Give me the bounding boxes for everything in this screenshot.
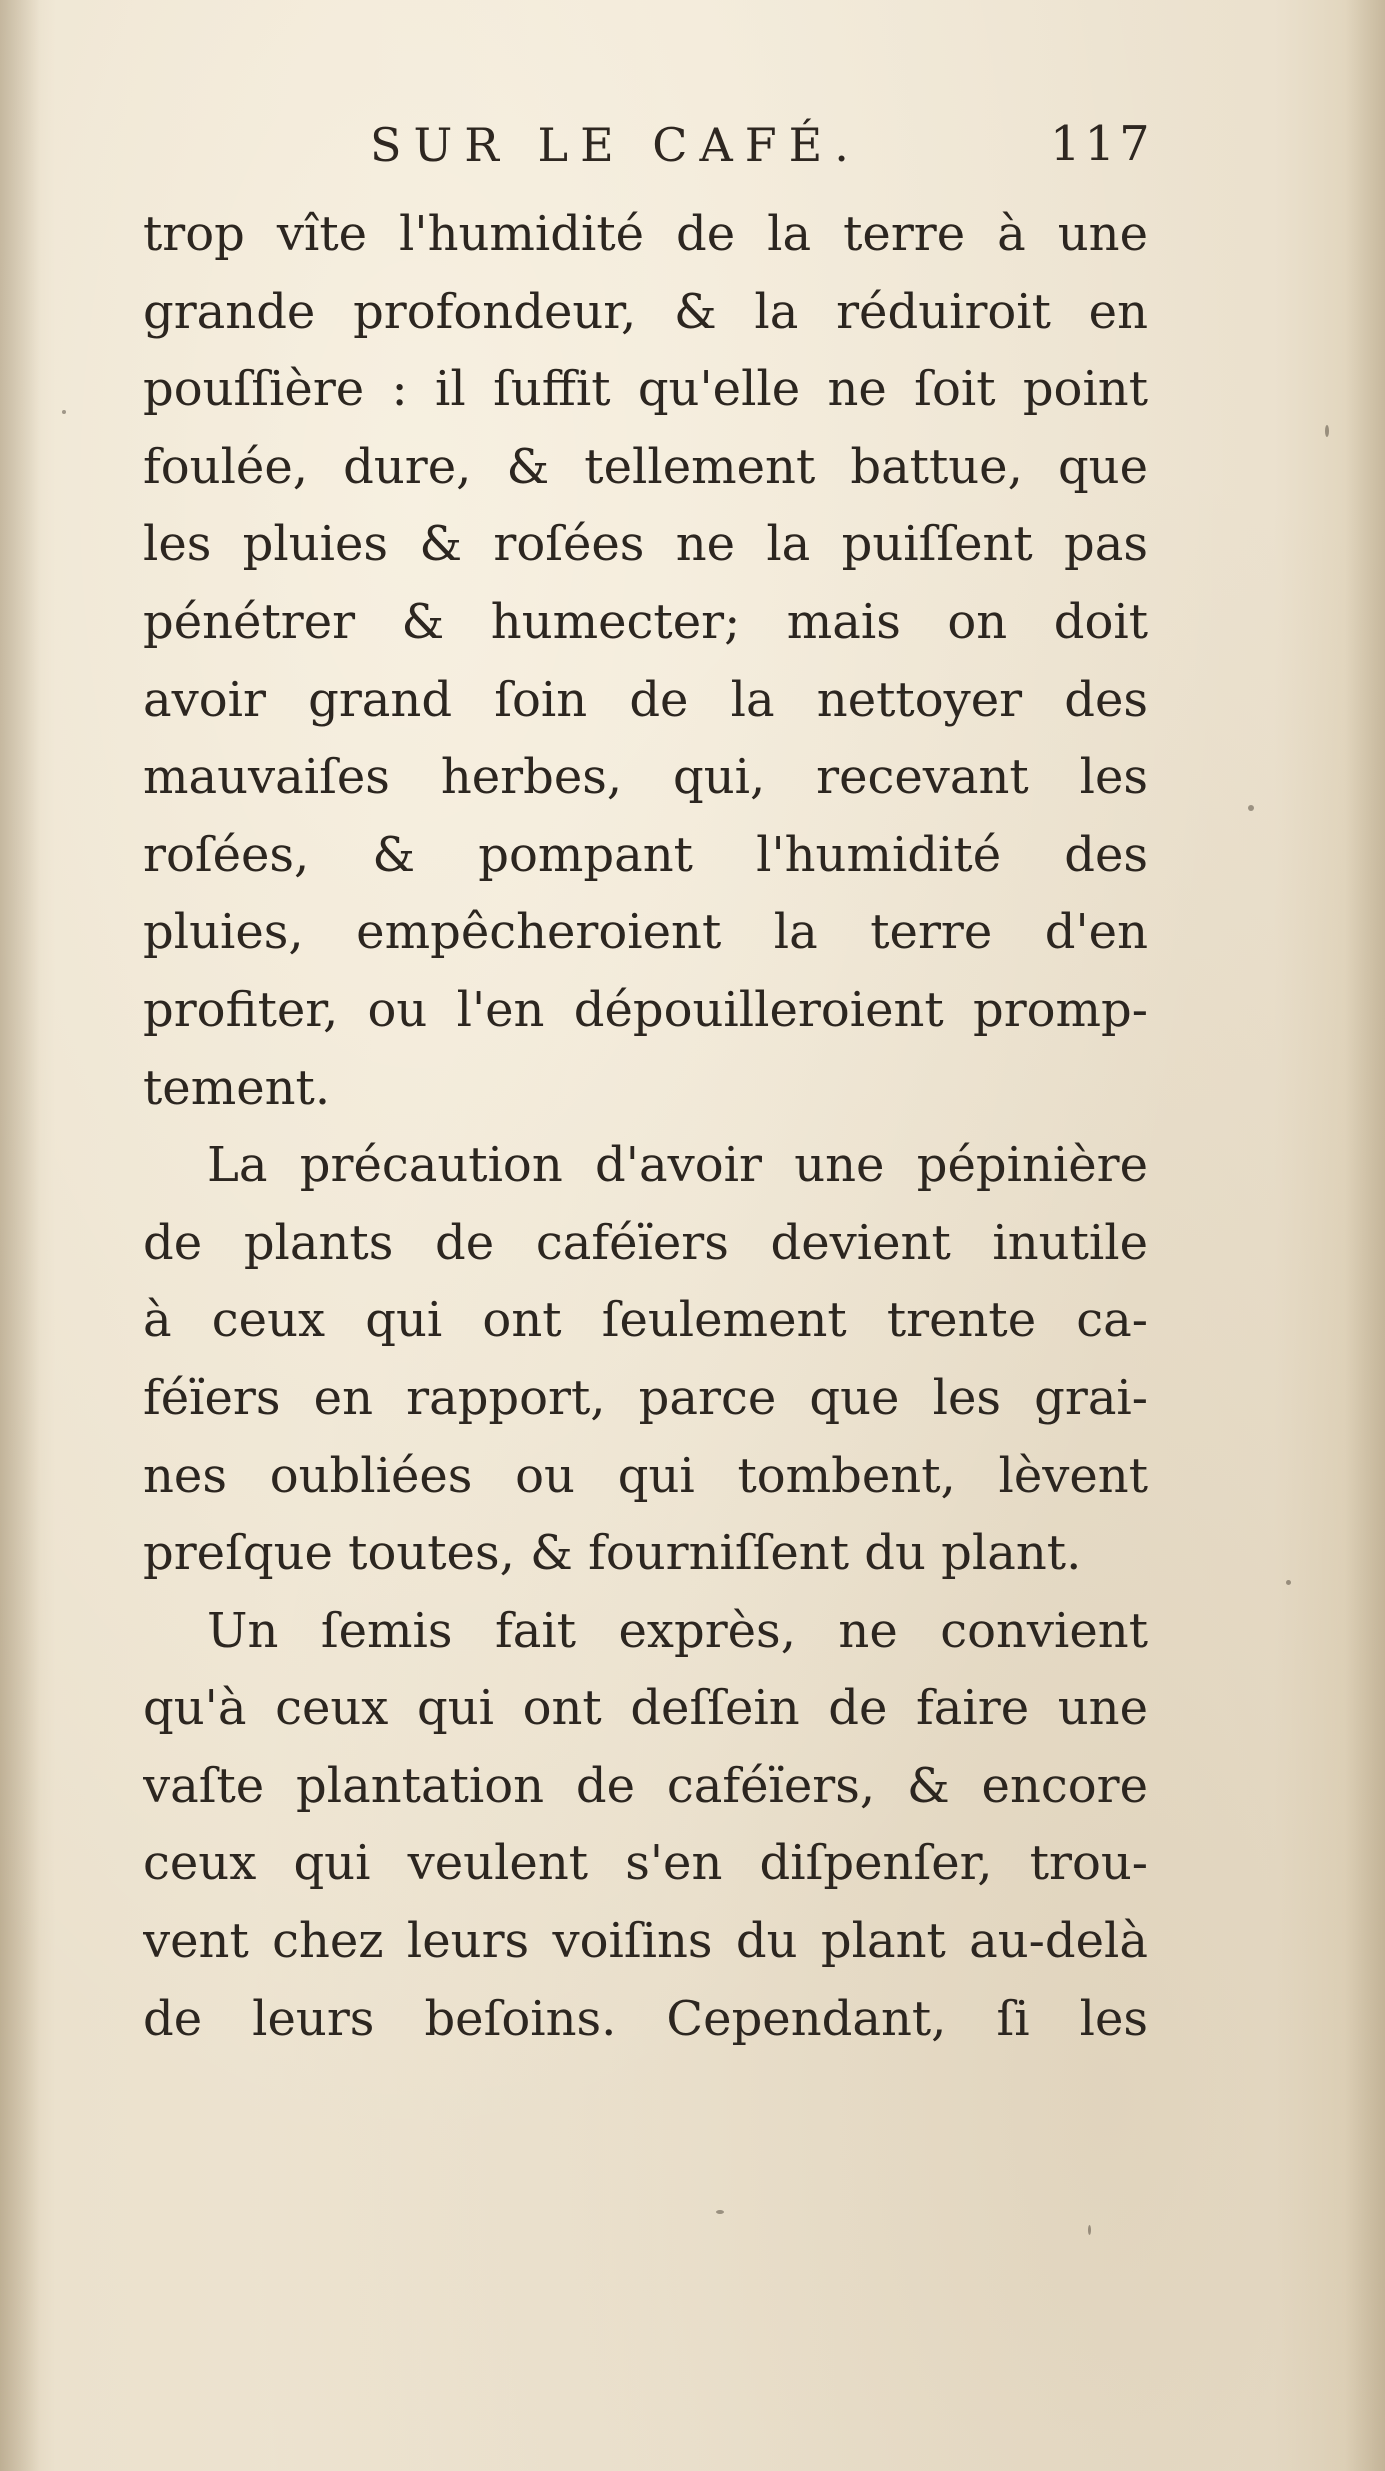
text-line: mauvaiſes herbes, qui, recevant les (143, 749, 1148, 806)
text-line: de leurs beſoins. Cependant, ſi les (143, 1990, 1148, 2047)
text-line: pluies, empêcheroient la terre d'en (143, 904, 1148, 961)
text-line: pouſſière : il ſuffit qu'elle ne ſoit point (143, 361, 1148, 418)
text-line: à ceux qui ont ſeulement trente ca- (143, 1292, 1148, 1349)
text-line: profiter, ou l'en dépouilleroient promp- (143, 981, 1148, 1038)
body-text (143, 196, 1148, 2058)
paper-speck (1248, 805, 1254, 811)
paper-speck (62, 410, 66, 414)
paper-speck (1325, 425, 1329, 437)
page-number: 117 (1050, 116, 1154, 172)
paper-speck (716, 2210, 724, 2214)
text-line: ceux qui veulent s'en diſpenſer, trou- (143, 1835, 1148, 1892)
text-line: nes oubliées ou qui tombent, lèvent (143, 1447, 1148, 1504)
text-line: grande profondeur, & la réduiroit en (143, 283, 1148, 340)
text-line: foulée, dure, & tellement battue, que (143, 438, 1148, 495)
text-line: vent chez leurs voiſins du plant au-delà (143, 1913, 1148, 1970)
text-line: preſque toutes, & fourniſſent du plant. (143, 1525, 1082, 1582)
page-right-edge (1345, 0, 1385, 2471)
text-line: avoir grand ſoin de la nettoyer des (143, 671, 1148, 728)
text-line: roſées, & pompant l'humidité des (143, 826, 1148, 883)
text-line: tement. (143, 1059, 331, 1116)
paper-speck (1088, 2225, 1091, 2235)
text-line: de plants de caféïers devient inutile (143, 1214, 1148, 1271)
text-line: les pluies & roſées ne la puiſſent pas (143, 516, 1148, 573)
page-left-edge (0, 0, 40, 2471)
text-line: trop vîte l'humidité de la terre à une (143, 206, 1148, 262)
running-head: SUR LE CAFÉ. (370, 118, 861, 172)
text-line: vaſte plantation de caféïers, & encore (143, 1757, 1148, 1814)
paper-speck (1286, 1580, 1291, 1585)
text-line: qu'à ceux qui ont deſſein de faire une (143, 1680, 1148, 1737)
text-line: féïers en rapport, parce que les grai- (143, 1369, 1148, 1426)
text-line: pénétrer & humecter; mais on doit (143, 593, 1148, 650)
paragraph-start-line: Un ſemis fait exprès, ne convient (207, 1602, 1148, 1659)
paragraph-start-line: La précaution d'avoir une pépinière (207, 1137, 1148, 1194)
